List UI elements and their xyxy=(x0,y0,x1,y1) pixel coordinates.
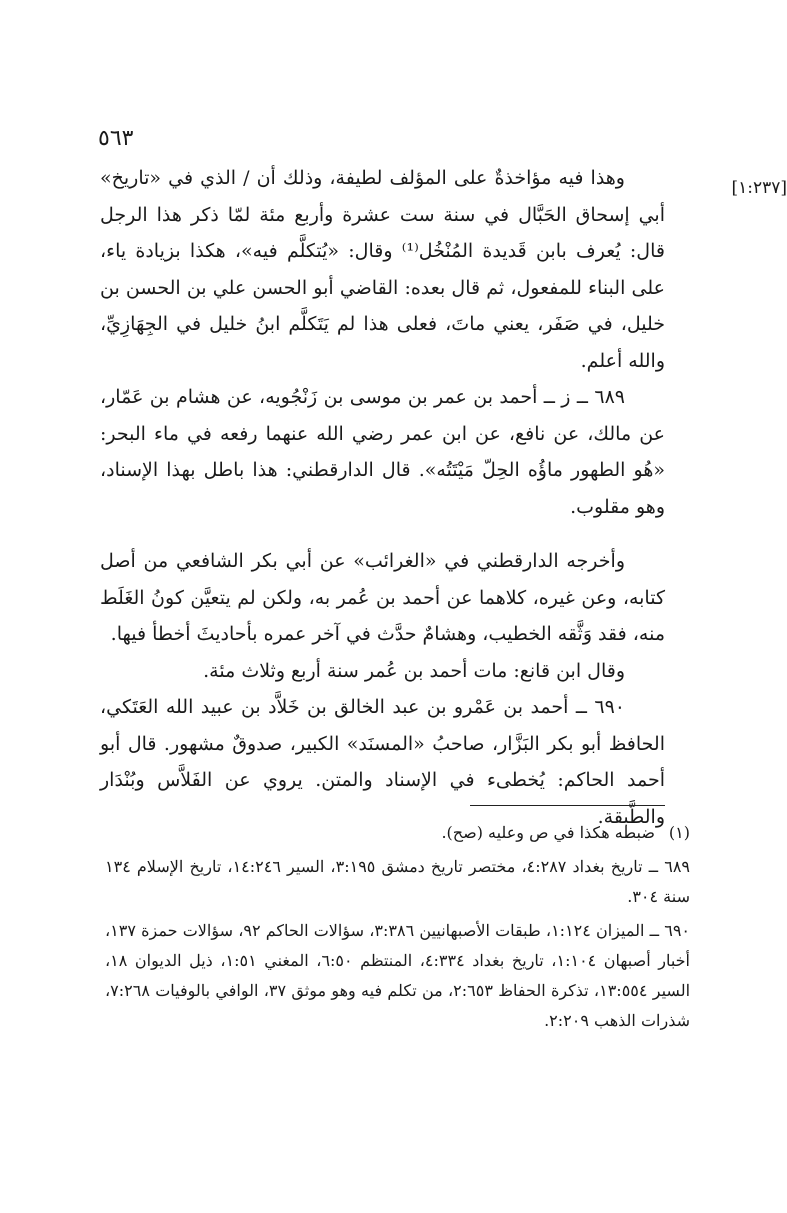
footnote-text: ــ الميزان ١:١٢٤، طبقات الأصبهانيين ٣:٣٨٦، سؤالات الحاكم ٩٢، سؤالات حمزة ١٣٧، أخبار أصبهان ١:١٠٤، تاريخ بغداد ٤:٣٣٤، المنتظم ٦:٥٠، المغني ١:٥١، ذيل الديوان ١٨، السير ١٣:٥٥٤، تذكرة الحفاظ ٢:٦٥٣، من تكلم فيه وهو موثق ٣٧، الوافي بالوفيات ٧:٢٦٨، شذرات الذهب ٢:٢٠٩. xyxy=(105,921,691,1030)
footnote-text: ضبطه هكذا في ص وعليه (صح). xyxy=(441,823,655,842)
footnote-689 xyxy=(105,852,690,912)
footnote-number: (١) xyxy=(668,823,690,842)
page-number: ٥٦٣ xyxy=(98,126,134,151)
paragraph-1: وهذا فيه مؤاخذةٌ على المؤلف لطيفة، وذلك أن / الذي في «تاريخ» أبي إسحاق الحَبَّال في سنة ست عشرة وأربع مئة لمّا ذكر هذا الرجل قال: يُعرف بابن قَديدة المُنْخُل⁽¹⁾ وقال: «يُتكلَّم فيه»، هكذا بزيادة ياء، على البناء للمفعول، ثم قال بعده: القاضي أبو الحسن علي بن الحسن بن خليل، في صَفَر، يعني ماتَ، فعلى هذا لم يَتَكلَّم ابنُ خليل في الجِهَازِيِّ، والله أعلم. xyxy=(100,167,665,372)
paragraph-3: وأخرجه الدارقطني في «الغرائب» عن أبي بكر الشافعي من أصل كتابه، وعن غيره، كلاهما عن أحمد بن عُمر به، ولكن لم يتعيَّن كونُ الغَلَط منه، فقد وَثَّقه الخطيب، وهشامٌ حدَّث في آخر عمره بأحاديثَ أخطأ فيها. xyxy=(100,550,665,645)
margin-reference: [١:٢٣٧] xyxy=(731,178,787,198)
footnote-text: ــ تاريخ بغداد ٤:٢٨٧، مختصر تاريخ دمشق ٣:١٩٥، السير ١٤:٢٤٦، تاريخ الإسلام ١٣٤ سنة ٣٠٤. xyxy=(105,857,690,906)
paragraph-4: وقال ابن قانع: مات أحمد بن عُمر سنة أربع وثلاث مئة. xyxy=(203,659,625,682)
footnote-number: ٦٨٩ xyxy=(664,857,690,876)
footnote-divider xyxy=(470,805,665,806)
footnote-1 xyxy=(105,818,690,848)
footnote-690 xyxy=(105,916,690,1036)
entry-689: ٦٨٩ ــ ز ــ أحمد بن عمر بن موسى بن زَنْجُويه، عن هشام بن عَمّار، عن مالك، عن نافع، عن ابن عمر رضي الله عنهما رفعه في ماء البحر: «هُو الطهور ماؤُه الحِلّ مَيْتَتُه». قال الدارقطني: هذا باطل بهذا الإسناد، وهو مقلوب. xyxy=(100,386,665,518)
footnote-number: ٦٩٠ xyxy=(664,921,691,940)
entry-690: ٦٩٠ ــ أحمد بن عَمْرو بن عبد الخالق بن خَلاَّد بن عبيد الله العَتَكي، الحافظ أبو بكر البَزَّار، صاحبُ «المسنَد» الكبير، صدوقٌ مشهور. قال أبو أحمد الحاكم: يُخطىء في الإسناد والمتن. يروي عن الفَلاَّس وبُنْدَار والطَّبقة. xyxy=(100,696,665,828)
main-text xyxy=(100,160,665,835)
footnotes xyxy=(105,818,690,1040)
